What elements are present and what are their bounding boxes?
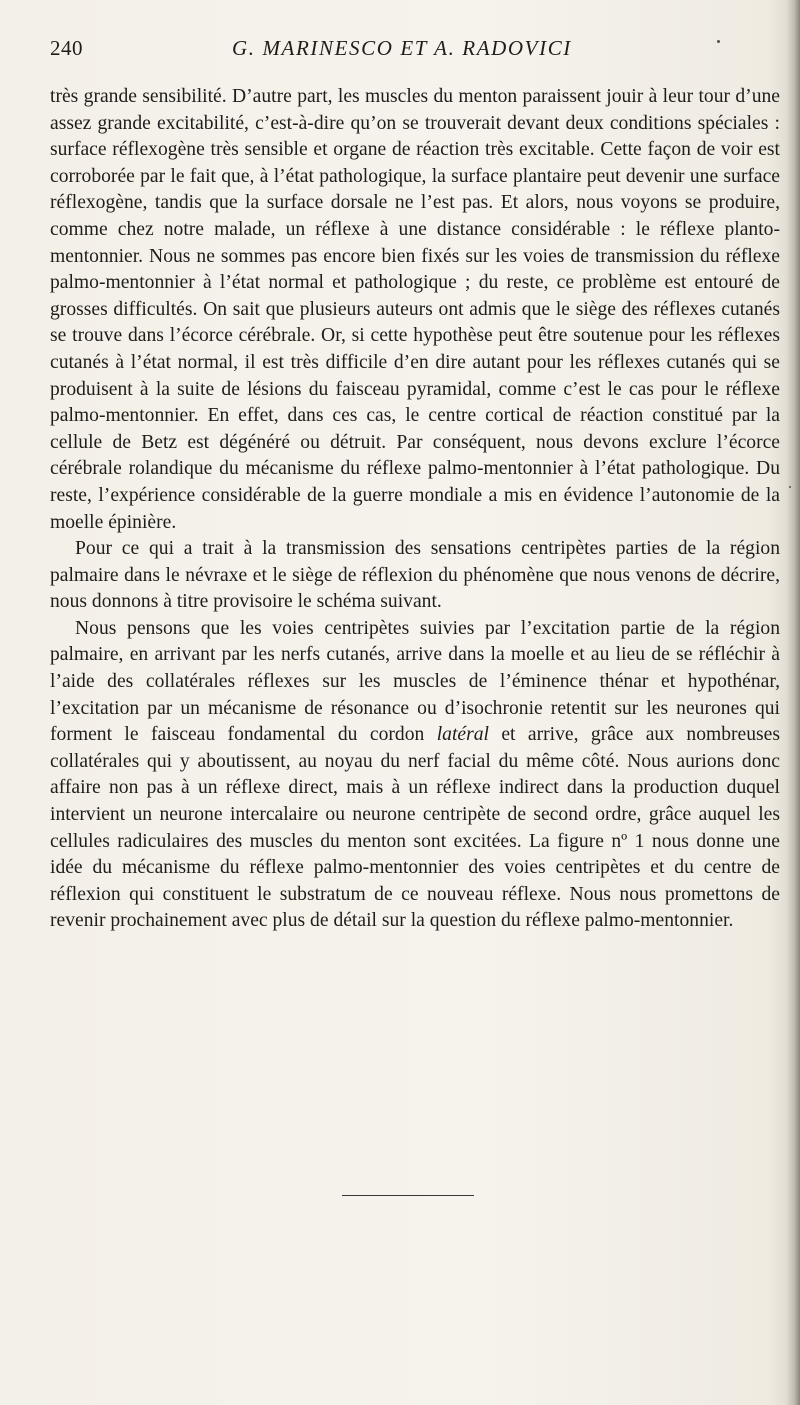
print-speck — [789, 486, 791, 488]
paragraph-2: Pour ce qui a trait à la transmission des sensations centripètes parties de la région palmaire dans le névraxe et le siège de réflexion du phénomène que nous venons de décrire, nous donnons à titre provisoire le schéma suivant. — [50, 538, 780, 613]
page-header — [50, 36, 780, 70]
page-number: 240 — [50, 36, 83, 60]
running-head: G. MARINESCO ET A. RADOVICI — [232, 36, 572, 60]
emphasis-lateral: latéral — [436, 724, 489, 746]
body-text — [50, 84, 780, 935]
section-end-rule — [342, 1195, 474, 1196]
paragraph-3-part-2: et arrive, grâce aux nombreuses collatérales qui y aboutissent, au noyau du nerf facial du même côté. Nous aurions donc affaire non pas à un réflexe direct, mais à un réflexe indirect dans la production duquel intervient un neurone intercalaire ou neurone centripète de second ordre, grâce auquel les cellules radiculaires des muscles du menton sont excitées. La figure nº 1 nous donne une idée du mécanisme du réflexe palmo-mentonnier des voies centripètes et du centre de réflexion qui constituent le substratum de ce nouveau réflexe. Nous nous promettons de revenir prochainement avec plus de détail sur la question du réflexe palmo-mentonnier. — [50, 724, 780, 932]
paragraph-3 — [50, 616, 780, 935]
paragraph-3-part-1: Nous pensons que les voies centripètes suivies par l’excitation partie de la région palmaire, en arrivant par les nerfs cutanés, arrive dans la moelle et au lieu de se réfléchir à l’aide des collatérales réflexes sur les muscles de l’éminence thénar et hypothénar, l’excitation par un mécanisme de résonance ou d’isochronie retentit sur les neurones qui forment le faisceau fondamental du cordon — [50, 617, 780, 746]
page-edge-shadow — [786, 0, 800, 1405]
print-speck — [717, 40, 720, 43]
paragraph-1: très grande sensibilité. D’autre part, les muscles du menton paraissent jouir à leur tour d’une assez grande excitabilité, c’est-à-dire qu’on se trouverait devant deux conditions spéciales : surface réflexogène très sensible et organe de réaction très excitable. Cette façon de voir est corroborée par le fait que, à l’état pathologique, la surface plantaire peut devenir une surface réflexogène, tandis que la surface dorsale ne l’est pas. Et alors, nous voyons se produire, comme chez notre malade, un réflexe à une distance considérable : le réflexe planto-mentonnier. Nous ne sommes pas encore bien fixés sur les voies de transmission du réflexe palmo-mentonnier à l’état normal et pathologique ; du reste, ce problème est entouré de grosses difficultés. On sait que plusieurs auteurs ont admis que le siège des réflexes cutanés se trouve dans l’écorce cérébrale. Or, si cette hypothèse peut être soutenue pour les réflexes cutanés à l’état normal, il est très difficile d’en dire autant pour les réflexes cutanés qui se produisent à la suite de lésions du faisceau pyramidal, comme c’est le cas pour le réflexe palmo-mentonnier. En effet, dans ces cas, le centre cortical de réaction constitué par la cellule de Betz est dégénéré ou détruit. Par conséquent, nous devons exclure l’écorce cérébrale rolandique du mécanisme du réflexe palmo-mentonnier à l’état pathologique. Du reste, l’expérience considérable de la guerre mondiale a mis en évidence l’autonomie de la moelle épinière. — [50, 86, 780, 533]
